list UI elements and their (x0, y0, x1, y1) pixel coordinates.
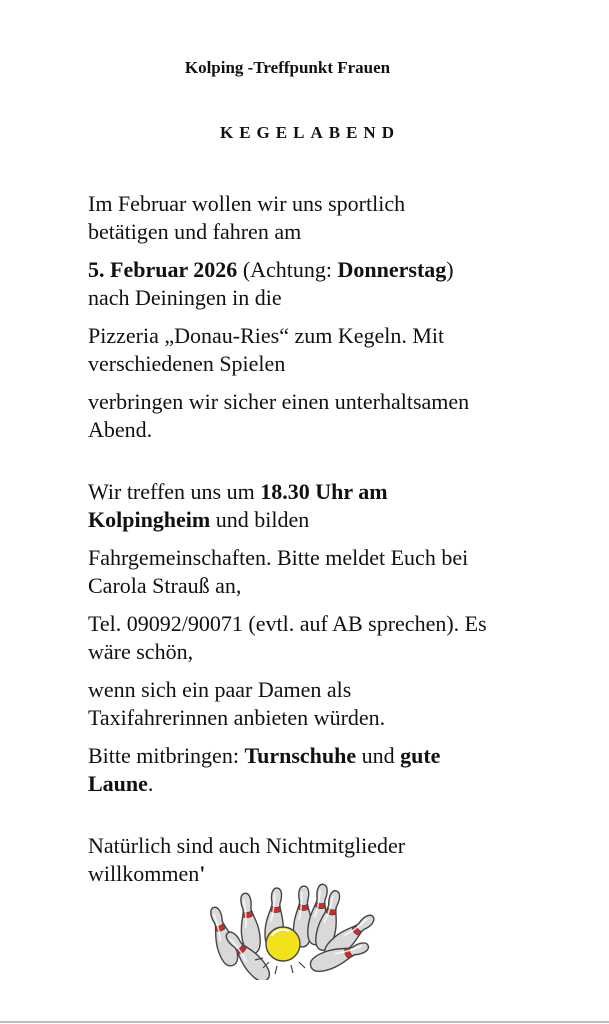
text-line: willkommen (88, 861, 200, 886)
bowling-ball (266, 927, 300, 961)
paragraph-evening (88, 388, 558, 444)
text-line: Taxifahrerinnen anbieten würden. (88, 705, 386, 730)
text-line: Fahrgemeinschaften. Bitte meldet Euch bei (88, 545, 469, 570)
text-line: wäre schön, (88, 639, 194, 664)
body-text (88, 190, 558, 888)
event-date: 5. Februar 2026 (88, 257, 238, 282)
paragraph-carpool (88, 544, 558, 600)
text-line: verschiedenen Spielen (88, 351, 286, 376)
text-line: . (147, 771, 154, 796)
bring-item-mood-2: Laune (88, 771, 148, 796)
bowling-pins-icon (205, 878, 390, 980)
text-line: Im Februar wollen wir uns sportlich (88, 191, 406, 216)
document-title: KEGELABEND (220, 123, 400, 142)
text-line: Pizzeria „Donau-Ries“ zum Kegeln. Mit (88, 323, 445, 348)
header-title: Kolping -Treffpunkt Frauen (184, 58, 391, 77)
text-line: Wir treffen uns um (88, 479, 261, 504)
paragraph-meeting (88, 478, 558, 534)
text-line: ) (446, 257, 454, 282)
text-line: betätigen und fahren am (88, 219, 302, 244)
text-line: Carola Strauß an, (88, 573, 242, 598)
paragraph-date (88, 256, 558, 312)
text-line: und (356, 743, 401, 768)
bottom-divider (0, 1021, 609, 1023)
paragraph-bring (88, 742, 558, 798)
paragraph-phone (88, 610, 558, 666)
text-line: wenn sich ein paar Damen als (88, 677, 352, 702)
text-line: Natürlich sind auch Nichtmitglieder (88, 833, 406, 858)
text-line: nach Deiningen in die (88, 285, 282, 310)
text-line: Abend. (88, 417, 153, 442)
paragraph-intro (88, 190, 558, 246)
bring-item-mood: gute (400, 743, 441, 768)
text-line: verbringen wir sicher einen unterhaltsamen (88, 389, 470, 414)
text-line: und bilden (210, 507, 310, 532)
bring-item-shoes: Turnschuhe (244, 743, 357, 768)
paragraph-drivers (88, 676, 558, 732)
text-line: (Achtung: (237, 257, 338, 282)
event-weekday: Donnerstag (337, 257, 447, 282)
text-line: Tel. 09092/90071 (evtl. auf AB sprechen). Es (88, 611, 487, 636)
meeting-place: Kolpingheim (88, 507, 211, 532)
text-line: ' (199, 861, 206, 886)
meeting-time: 18.30 Uhr am (260, 479, 388, 504)
paragraph-location (88, 322, 558, 378)
text-line: Bitte mitbringen: (88, 743, 245, 768)
